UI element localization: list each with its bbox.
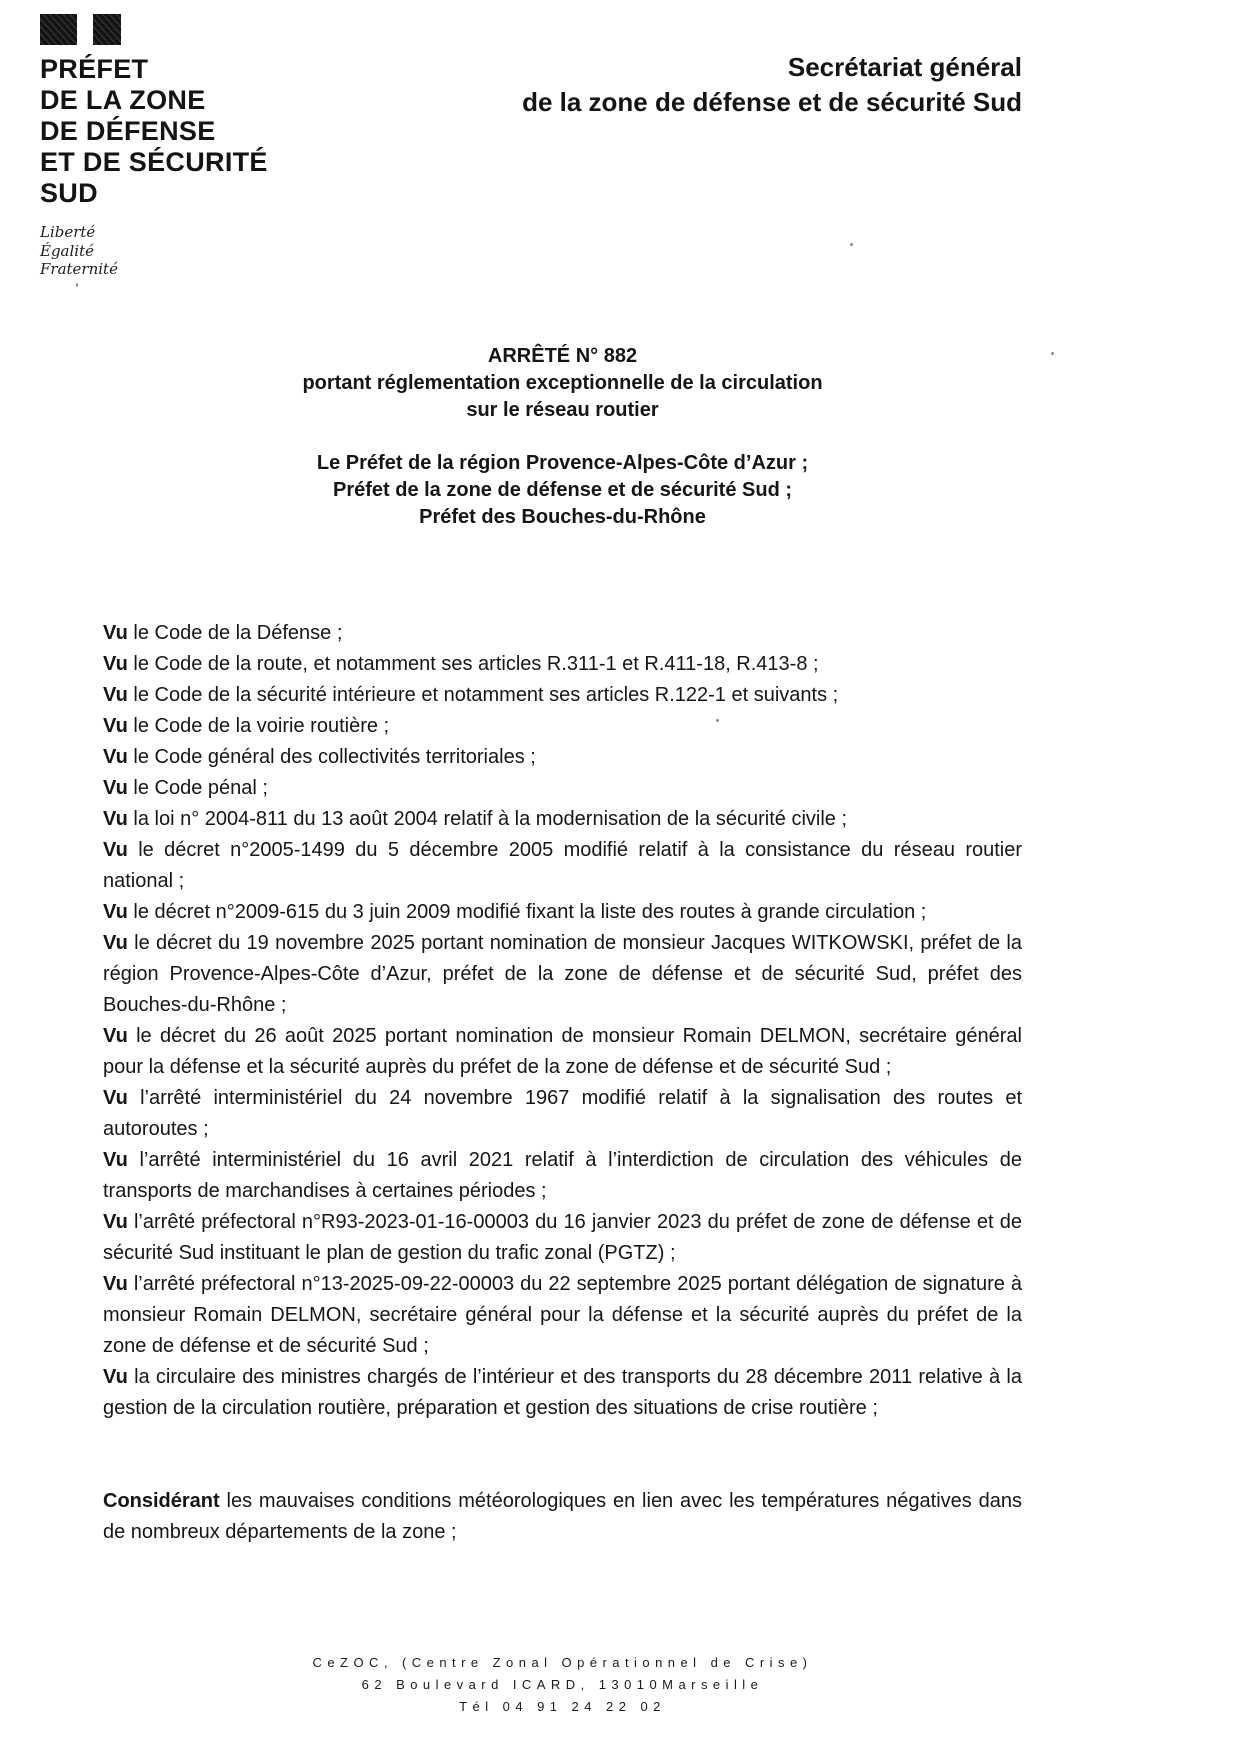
vu-lead: Vu — [103, 1273, 128, 1295]
footer-cezoc-line: CeZOC, (Centre Zonal Opérationnel de Crise) — [312, 1655, 813, 1670]
vu-text: le décret n°2005-1499 du 5 décembre 2005 modifié relatif à la consistance du réseau routier national ; — [103, 839, 1023, 892]
vu-lead: Vu — [103, 808, 128, 830]
footer-address-line: 62 Boulevard ICARD, 13010Marseille — [361, 1677, 764, 1692]
authority-line: Préfet de la zone de défense et de sécurité Sud ; — [332, 479, 793, 501]
vu-clause — [103, 742, 1022, 773]
vu-clause — [103, 680, 1022, 711]
authority-line: Préfet des Bouches-du-Rhône — [419, 506, 706, 528]
prefet-line: PRÉFET — [40, 54, 149, 84]
legal-references-body — [103, 618, 1022, 1548]
scan-speck — [1051, 352, 1054, 355]
vu-lead: Vu — [103, 1366, 128, 1388]
vu-text: la circulaire des ministres chargés de l’intérieur et des transports du 28 décembre 2011 relative à la gestion de la circulation routière, préparation et gestion des situations de crise routière ; — [103, 1366, 1022, 1419]
scan-speck — [76, 283, 78, 287]
vu-text: le Code de la route, et notamment ses articles R.311-1 et R.411-18, R.413-8 ; — [133, 653, 819, 675]
vu-text: le Code de la sécurité intérieure et notamment ses articles R.122-1 et suivants ; — [133, 684, 839, 706]
prefet-line: SUD — [40, 178, 98, 208]
vu-clause — [103, 649, 1022, 680]
logo-square-right — [93, 14, 121, 45]
republic-header-block — [40, 14, 268, 279]
vu-lead: Vu — [103, 1211, 128, 1233]
vu-clause — [103, 804, 1022, 835]
vu-lead: Vu — [103, 777, 128, 799]
prefet-line: DE DÉFENSE — [40, 116, 216, 146]
vu-lead: Vu — [103, 622, 128, 644]
prefet-line: DE LA ZONE — [40, 85, 206, 115]
document-footer — [103, 1652, 1022, 1718]
vu-text: le Code général des collectivités territoriales ; — [133, 746, 536, 768]
issuing-service-block — [522, 50, 1022, 120]
arrete-subject-line1: portant réglementation exceptionnelle de la circulation — [302, 372, 823, 394]
vu-lead: Vu — [103, 684, 128, 706]
vu-text: l’arrêté préfectoral n°R93-2023-01-16-00003 du 16 janvier 2023 du préfet de zone de défense et de sécurité Sud instituant le plan de gestion du trafic zonal (PGTZ) ; — [103, 1211, 1022, 1264]
vu-text: le Code de la voirie routière ; — [133, 715, 390, 737]
vu-text: le Code de la Défense ; — [133, 622, 343, 644]
authority-line: Le Préfet de la région Provence-Alpes-Côte d’Azur ; — [316, 452, 809, 474]
motto-liberte: Liberté — [40, 223, 96, 241]
considerant-lead: Considérant — [103, 1490, 220, 1512]
vu-text: l’arrêté préfectoral n°13-2025-09-22-00003 du 22 septembre 2025 portant délégation de signature à monsieur Romain DELMON, secrétaire général pour la défense et la sécurité auprès du préfet de la zone de défense et de sécurité Sud ; — [103, 1273, 1023, 1357]
vu-clause — [103, 1083, 1022, 1145]
arrete-subject-line2: sur le réseau routier — [466, 399, 659, 421]
vu-clause — [103, 773, 1022, 804]
republic-motto — [40, 223, 268, 279]
vu-clause — [103, 618, 1022, 649]
considerant-clause — [103, 1486, 1022, 1548]
vu-text: le décret du 19 novembre 2025 portant nomination de monsieur Jacques WITKOWSKI, préfet de la région Provence-Alpes-Côte d’Azur, préfet de la zone de défense et de sécurité Sud, préfet des Bouches-du-Rhône ; — [103, 932, 1022, 1016]
document-title-block — [103, 343, 1022, 424]
vu-clause — [103, 1362, 1022, 1424]
considerant-text: les mauvaises conditions météorologiques en lien avec les températures négatives dans de nombreux départements de la zone ; — [103, 1490, 1022, 1543]
signing-authority-block — [103, 450, 1022, 531]
motto-fraternite: Fraternité — [40, 260, 118, 278]
vu-clause — [103, 1145, 1022, 1207]
vu-text: la loi n° 2004-811 du 13 août 2004 relatif à la modernisation de la sécurité civile ; — [133, 808, 848, 830]
scan-speck — [850, 243, 853, 246]
footer-phone-line: Tél 04 91 24 22 02 — [459, 1699, 666, 1714]
vu-lead: Vu — [103, 839, 128, 861]
service-name: Secrétariat général — [787, 52, 1022, 82]
scan-speck — [716, 719, 719, 722]
vu-lead: Vu — [103, 932, 128, 954]
vu-clause — [103, 1269, 1022, 1362]
logo-square-left — [40, 14, 77, 45]
republique-francaise-logo-icon — [40, 14, 268, 45]
vu-clause — [103, 711, 1022, 742]
vu-lead: Vu — [103, 901, 128, 923]
vu-text: l’arrêté interministériel du 24 novembre 1967 modifié relatif à la signalisation des routes et autoroutes ; — [103, 1087, 1022, 1140]
vu-clause — [103, 835, 1022, 897]
vu-lead: Vu — [103, 1149, 128, 1171]
vu-clause — [103, 1207, 1022, 1269]
service-zone: de la zone de défense et de sécurité Sud — [522, 87, 1022, 117]
vu-text: le Code pénal ; — [133, 777, 268, 799]
vu-lead: Vu — [103, 746, 128, 768]
vu-text: le décret n°2009-615 du 3 juin 2009 modifié fixant la liste des routes à grande circulation ; — [133, 901, 927, 923]
document-text-column — [103, 343, 1022, 1548]
prefet-line: ET DE SÉCURITÉ — [40, 147, 268, 177]
vu-lead: Vu — [103, 1087, 128, 1109]
vu-lead: Vu — [103, 1025, 128, 1047]
vu-text: le décret du 26 août 2025 portant nomination de monsieur Romain DELMON, secrétaire général pour la défense et la sécurité auprès du préfet de la zone de défense et de sécurité Sud ; — [103, 1025, 1022, 1078]
vu-clause — [103, 928, 1022, 1021]
arrete-number: ARRÊTÉ N° 882 — [487, 345, 638, 367]
vu-clause — [103, 897, 1022, 928]
prefet-zone-title — [40, 54, 268, 209]
vu-lead: Vu — [103, 715, 128, 737]
vu-lead: Vu — [103, 653, 128, 675]
vu-clause — [103, 1021, 1022, 1083]
motto-egalite: Égalité — [40, 241, 94, 260]
vu-text: l’arrêté interministériel du 16 avril 2021 relatif à l’interdiction de circulation des véhicules de transports de marchandises à certaines périodes ; — [103, 1149, 1022, 1202]
